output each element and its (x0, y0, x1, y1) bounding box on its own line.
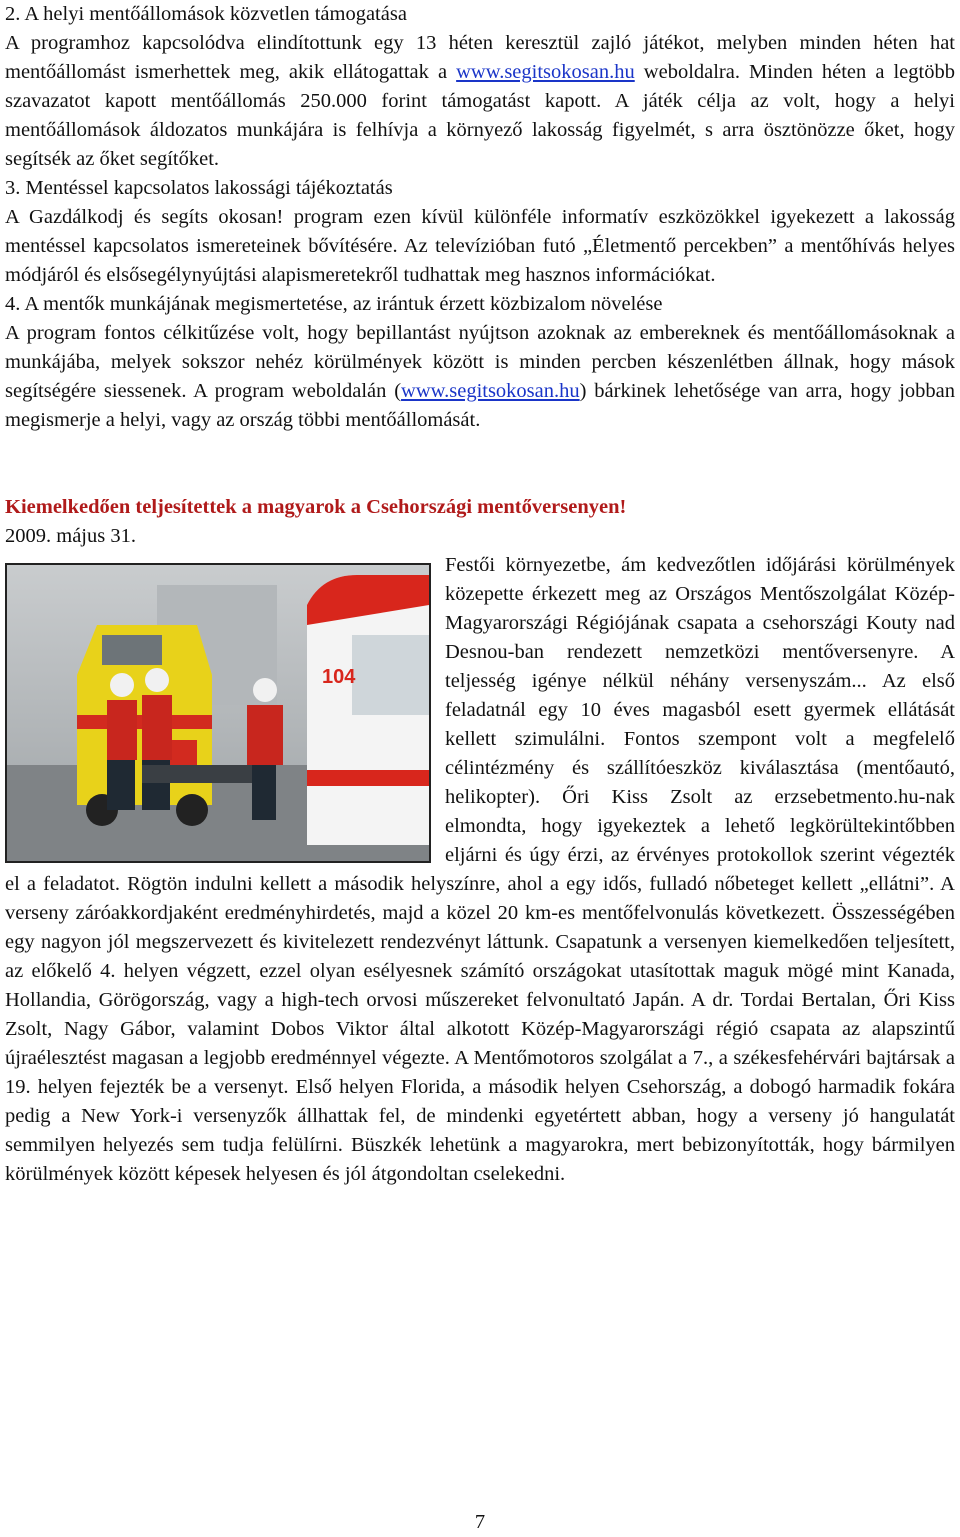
section-3-paragraph: A Gazdálkodj és segíts okosan! program ezen kívül különféle informatív eszközökkel igyekezett a lakosság mentéssel kapcsolatos ismereteinek bővítésére. Az televízióban futó „Életmentő percekben” a mentőhívás helyes módjáról és elsősegélynyújtási alapismeretekről tudhattak meg hasznos információkat. (5, 206, 955, 286)
document-page (5, 0, 955, 1189)
ambulance-photo (5, 563, 431, 863)
website-link-2[interactable]: www.segitsokosan.hu (401, 380, 580, 402)
ambulance-number: 104 (322, 666, 356, 688)
section-2-text-a: A programhoz kapcsolódva elindítottunk egy 13 héten keresztül zajló játékot, melyben minden héten hat mentőállomást ismerhettek meg, akik ellátogattak a (5, 32, 955, 83)
article-headline: Kiemelkedően teljesítettek a magyarok a Csehországi mentőversenyen! (5, 496, 627, 518)
section-4-title: 4. A mentők munkájának megismertetése, az irántuk érzett közbizalom növelése (5, 293, 663, 315)
section-4-text-a: A program fontos célkitűzése volt, hogy bepillantást nyújtson azoknak az embereknek és mentőállomásoknak a munkájába, melyek sokszor nehéz körülmények között is minden percben készenlétben állnak, hogy mások segítségére siessenek. A program weboldalán ( (5, 322, 955, 402)
website-link[interactable]: www.segitsokosan.hu (456, 61, 635, 83)
section-3-title: 3. Mentéssel kapcsolatos lakossági tájékoztatás (5, 177, 393, 199)
section-4-paragraph (5, 319, 955, 435)
article-date: 2009. május 31. (5, 525, 136, 547)
section-4-text-b: ) bárkinek lehetősége van arra, hogy jobban megismerje a helyi, vagy az ország többi mentőállomását. (5, 380, 955, 431)
section-2-text-b: weboldalra. Minden héten a legtöbb szavazatot kapott mentőállomás 250.000 forint támogatást kapott. A játék célja az volt, hogy a helyi mentőállomások áldozatos munkájára is felhívja a környező lakosság figyelmét, s arra ösztönözze őket, hogy segítsék az őket segítőket. (5, 61, 955, 170)
page-number: 7 (474, 1511, 486, 1533)
section-2-paragraph (5, 29, 955, 174)
article-body: Festői környezetbe, ám kedvezőtlen időjárási körülmények közepette érkezett meg az Országos Mentőszolgálat Közép-Magyarországi Régiójának csapata a csehországi Kouty nad Desnou-ban rendezett nemzetközi mentőversenyre. A teljesség igénye nélkül néhány versenyszám... Az első feladatnál egy 10 éves magasból esett gyermek ellátását kellett szimulálni. Fontos szempont volt a megfelelő célintézmény és szállítóeszköz kiválasztása (mentőautó, helikopter). Őri Kiss Zsolt az erzsebetmento.hu-nak elmondta, hogy igyekeztek a lehető legkörültekintőbben eljárni és úgy érzi, az érvényes protokollok szerint végezték el a feladatot. Rögtön indulni kellett a második helyszínre, ahol a egy idős, fulladó nőbeteget kellett „ellátni”. A verseny záróakkordjaként eredményhirdetés, majd a közel 20 km-es mentőfelvonulás következett. Összességében egy nagyon jól megszervezett és kivitelezett rendezvényt láttunk. Csapatunk a versenyen kiemelkedően teljesített, az előkelő 4. helyen végzett, ezzel olyan esélyesnek számító országokat utasítottak maguk mögé mint Kanada, Hollandia, Görögország, vagy a high-tech orvosi műszereket felvonultató Japán. A dr. Tordai Bertalan, Őri Kiss Zsolt, Nagy Gábor, valamint Dobos Viktor által alkotott Közép-Magyarországi régió csapata az alapszintű újraélesztést magasan a legjobb eredménnyel végezte. A Mentőmotoros szolgálat a 7., a székesfehérvári bajtársak a 19. helyen fejezték be a versenyt. Első helyen Florida, a második helyen Csehország, a dobogó harmadik fokára pedig a New York-i versenyzők állhattak fel, de mindenki egyetértett abban, hogy a verseny jó hangulatát semmilyen helyezés sem tudja felülírni. Büszkék lehetünk a magyarokra, mert bebizonyították, hogy bármilyen körülmények között képesek helyesen és jól átgondoltan cselekedni. (5, 554, 955, 1185)
section-2-title: 2. A helyi mentőállomások közvetlen támogatása (5, 3, 407, 25)
